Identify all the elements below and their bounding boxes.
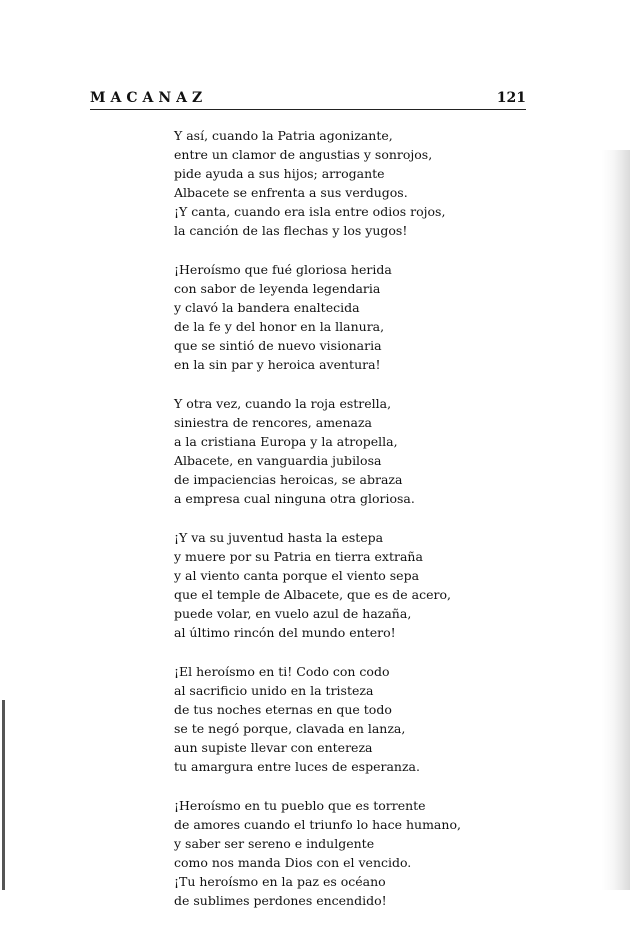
- stanza: [174, 662, 474, 776]
- verse-line: ¡Y va su juventud hasta la estepa: [174, 530, 384, 545]
- verse-line: Y así, cuando la Patria agonizante,: [174, 128, 393, 143]
- verse-line: al último rincón del mundo entero!: [174, 625, 396, 640]
- verse-line: de sublimes perdones encendido!: [174, 893, 387, 908]
- verse-line: al sacrificio unido en la tristeza: [174, 683, 374, 698]
- verse-line: ¡Heroísmo en tu pueblo que es torrente: [174, 798, 426, 813]
- verse-line: de la fe y del honor en la llanura,: [174, 319, 385, 334]
- verse-line: siniestra de rencores, amenaza: [174, 415, 372, 430]
- verse-line: Albacete se enfrenta a sus verdugos.: [174, 185, 408, 200]
- verse-line: ¡El heroísmo en ti! Codo con codo: [174, 664, 390, 679]
- page-edge-shadow: [602, 150, 630, 890]
- verse-line: y saber ser sereno e indulgente: [174, 836, 375, 851]
- verse-line: aun supiste llevar con entereza: [174, 740, 373, 755]
- verse-line: y al viento canta porque el viento sepa: [174, 568, 420, 583]
- verse-line: a empresa cual ninguna otra gloriosa.: [174, 491, 415, 506]
- verse-line: Y otra vez, cuando la roja estrella,: [174, 396, 392, 411]
- stanza: [174, 260, 474, 374]
- verse-line: puede volar, en vuelo azul de hazaña,: [174, 606, 412, 621]
- verse-line: y muere por su Patria en tierra extraña: [174, 549, 423, 564]
- stanza: [174, 796, 474, 910]
- verse-line: que el temple de Albacete, que es de acero,: [174, 587, 451, 602]
- stanza: [174, 528, 474, 642]
- stanza: [174, 394, 474, 508]
- running-head: MACANAZ: [90, 90, 208, 106]
- verse-line: y clavó la bandera enaltecida: [174, 300, 360, 315]
- verse-line: ¡Heroísmo que fué gloriosa herida: [174, 262, 392, 277]
- verse-line: a la cristiana Europa y la atropella,: [174, 434, 398, 449]
- verse-line: ¡Y canta, cuando era isla entre odios rojos,: [174, 204, 446, 219]
- verse-line: de impaciencias heroicas, se abraza: [174, 472, 403, 487]
- page-header: [90, 88, 526, 112]
- verse-line: que se sintió de nuevo visionaria: [174, 338, 382, 353]
- verse-line: con sabor de leyenda legendaria: [174, 281, 381, 296]
- header-rule: [90, 109, 526, 110]
- verse-line: la canción de las flechas y los yugos!: [174, 223, 408, 238]
- verse-line: de amores cuando el triunfo lo hace humano,: [174, 817, 461, 832]
- verse-line: entre un clamor de angustias y sonrojos,: [174, 147, 433, 162]
- page-number: 121: [496, 90, 526, 106]
- verse-line: en la sin par y heroica aventura!: [174, 357, 381, 372]
- stanza: [174, 126, 474, 240]
- verse-line: tu amargura entre luces de esperanza.: [174, 759, 420, 774]
- poem: [174, 126, 474, 930]
- verse-line: ¡Tu heroísmo en la paz es océano: [174, 874, 386, 889]
- verse-line: como nos manda Dios con el vencido.: [174, 855, 412, 870]
- binding-edge-mark: [2, 700, 5, 890]
- verse-line: de tus noches eternas en que todo: [174, 702, 392, 717]
- verse-line: se te negó porque, clavada en lanza,: [174, 721, 406, 736]
- verse-line: pide ayuda a sus hijos; arrogante: [174, 166, 385, 181]
- verse-line: Albacete, en vanguardia jubilosa: [174, 453, 382, 468]
